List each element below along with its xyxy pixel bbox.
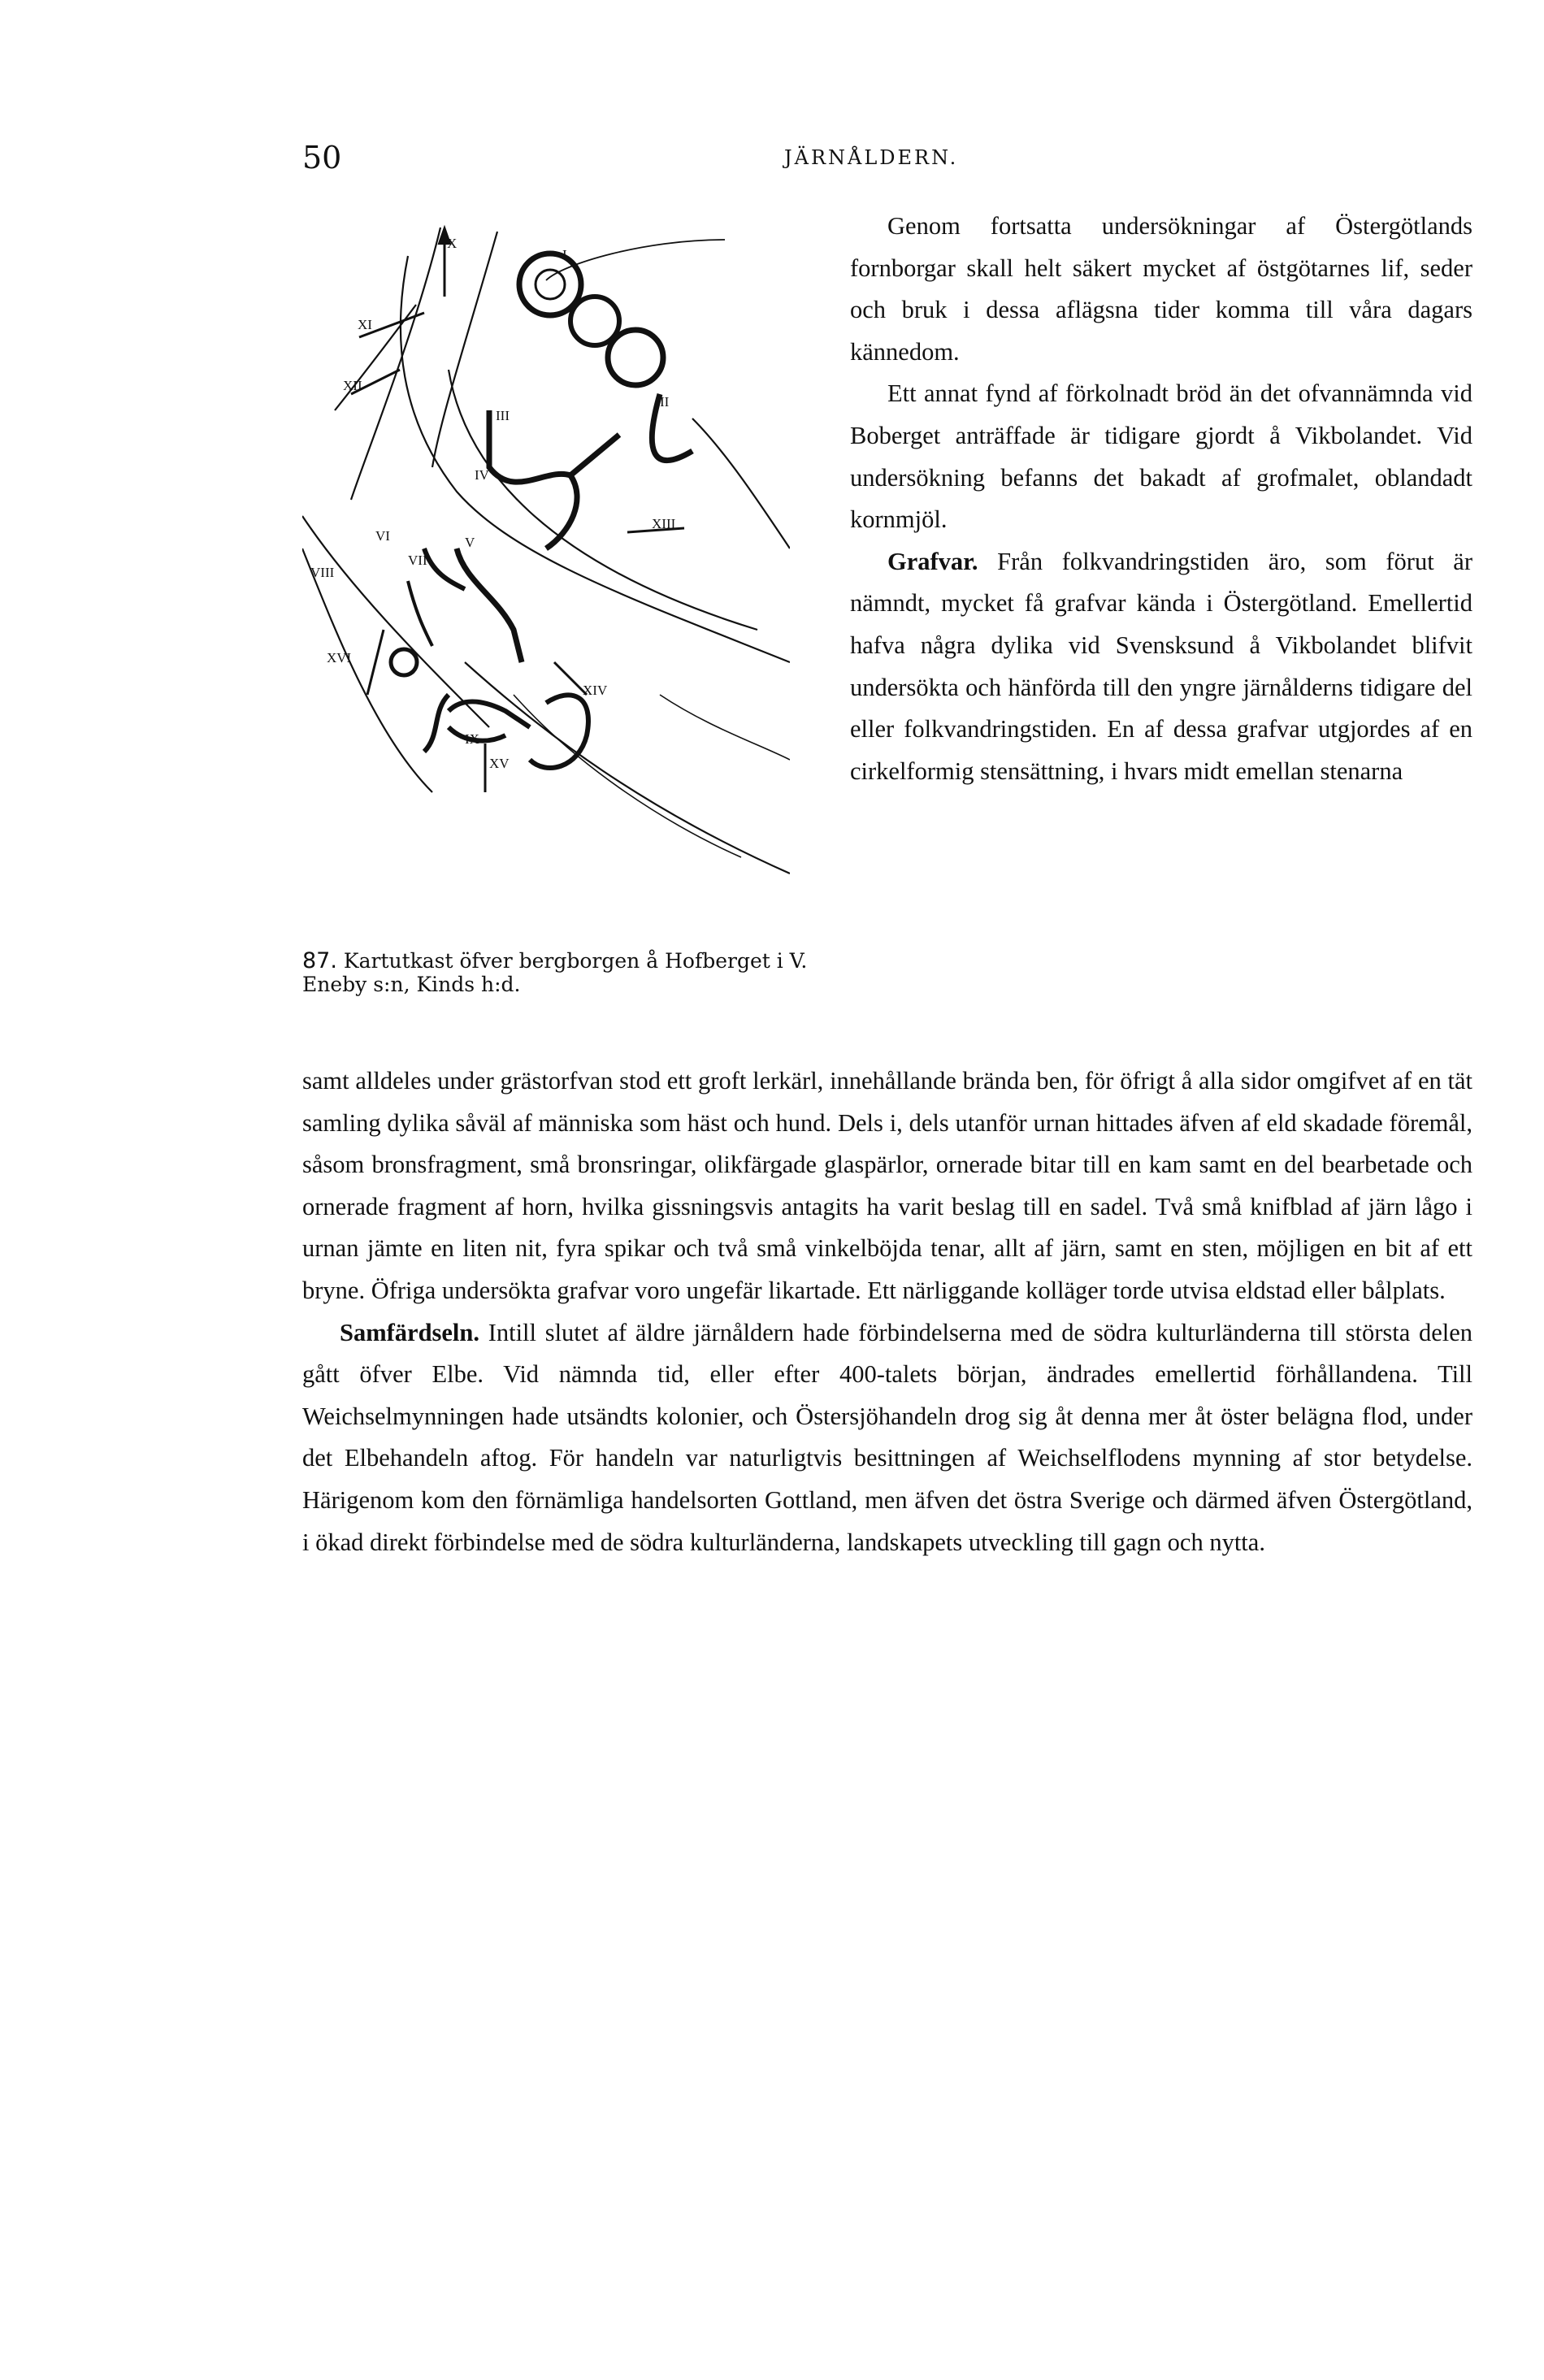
map-label: III — [496, 408, 510, 423]
map-label: IV — [475, 467, 489, 483]
map-label: XII — [343, 378, 362, 393]
figure-caption — [302, 949, 822, 996]
paragraph — [302, 1312, 1472, 1564]
figure-caption-text: Kartutkast öfver bergborgen å Hofberget i V. Eneby s:n, Kinds h:d. — [302, 949, 808, 996]
running-head: JÄRNÅLDERN. — [784, 146, 959, 169]
section-heading: Samfärdseln. — [340, 1318, 479, 1346]
paragraph — [850, 541, 1472, 793]
map-label: XI — [358, 317, 372, 332]
paragraph-text: Från folkvandringstiden äro, som förut är nämndt, mycket få grafvar kända i Östergötland. Emellertid hafva några dylika vid Svensksund å Vikbolandet blifvit undersökta och hänförda till den yngre järnålderns tidigare del eller folkvandringstiden. En af dessa grafvar utgjordes af en cirkelformig stensättning, i hvars midt emellan stenarna — [850, 547, 1472, 785]
page-number: 50 — [302, 140, 342, 176]
map-label: IX — [465, 731, 479, 747]
figure-map — [302, 207, 822, 947]
map-label: VIII — [310, 565, 335, 580]
section-heading: Grafvar. — [887, 547, 978, 575]
map-label: I — [562, 247, 567, 262]
map-label: VII — [408, 553, 427, 568]
paragraph: Genom fortsatta undersökningar af Östergötlands fornborgar skall helt säkert mycket af östgötarnes lif, seder och bruk i dessa aflägsna tider komma till våra dagars kännedom. — [850, 212, 1472, 366]
figure-number: 87. — [302, 948, 337, 973]
map-label: VI — [375, 528, 390, 544]
paragraph: Ett annat fynd af förkolnadt bröd än det ofvannämnda vid Boberget anträffade är tidigare gjordt å Vikbolandet. Vid undersökning befanns det bakadt af grofmalet, oblandadt kornmjöl. — [850, 379, 1472, 534]
map-label: XV — [489, 756, 510, 771]
map-label: V — [465, 535, 475, 550]
map-label: X — [447, 236, 458, 251]
body-column — [850, 206, 1472, 792]
paragraph-text: Intill slutet af äldre järnåldern hade förbindelserna med de södra kulturländerna till största delen gått öfver Elbe. Vid nämnda tid, eller efter 400-talets början, ändrades emellertid förhållandena. Till Weichselmynningen hade utsändts kolonier, och Östersjöhandeln drog sig åt denna mer åt öster belägna flod, under det Elbehandeln aftog. För handeln var naturligtvis besittningen af Weichselflodens mynning af stor betydelse. Härigenom kom den förnämliga handelsorten Gottland, men äfven det östra Sverige och därmed äfven Östergötland, i ökad direkt förbindelse med de södra kulturländerna, landskapets utveckling till gagn och nytta. — [302, 1318, 1472, 1556]
map-label: XIII — [652, 516, 676, 531]
map-label: XIV — [583, 683, 608, 698]
body-full-width — [302, 1060, 1472, 1563]
paragraph-continued: samt alldeles under grästorfvan stod ett groft lerkärl, innehållande brända ben, för öfrigt å alla sidor omgifvet af en tät samling dylika såväl af människa som häst och hund. Dels i, dels utanför urnan hittades äfven af eld skadade föremål, såsom bronsfragment, små bronsringar, olikfärgade glaspärlor, ornerade bitar till en kam samt en del bearbetade och ornerade fragment af horn, hvilka gissningsvis antagits ha varit beslag till en sadel. Två små knifblad af järn lågo i urnan jämte en liten nit, fyra spikar och två små vinkelböjda tenar, allt af järn, samt en sten, möjligen en bit af ett bryne. Öfriga undersökta grafvar voro ungefär likartade. Ett närliggande kolläger torde utvisa eldstad eller bålplats. — [302, 1067, 1472, 1304]
map-drawing — [302, 207, 790, 914]
map-label: II — [660, 394, 670, 410]
map-label: XVI — [327, 650, 352, 665]
